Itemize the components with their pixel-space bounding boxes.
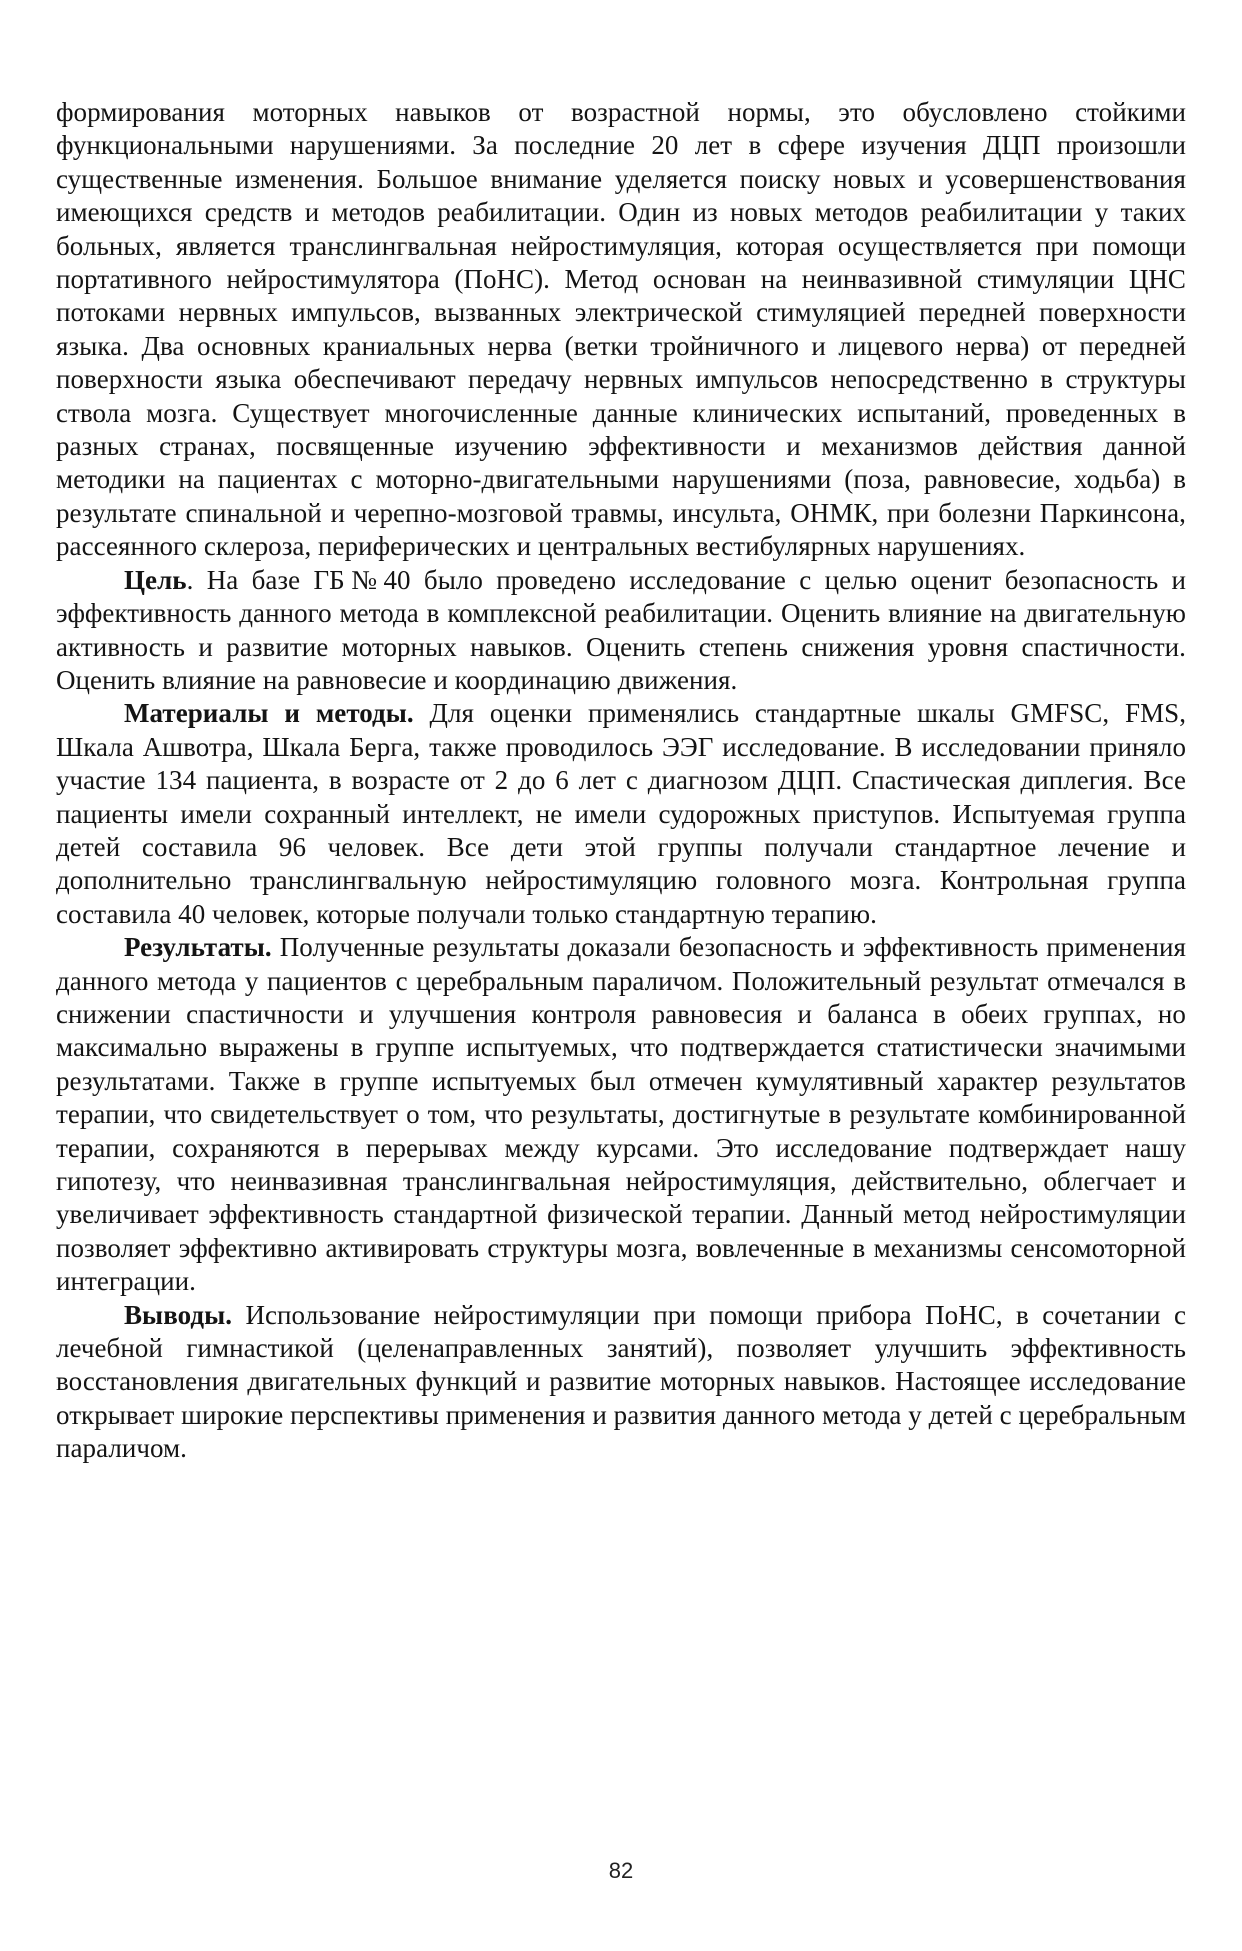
goal-text: . На базе ГБ№40 было проведено исследование с целью оценит безопасность и эффективность данного метода в комплексной реабилитации. Оценить влияние на двигательную активность и развитие моторных навыков. Оценить степень снижения уровня спастичности. Оценить влияние на равновесие и координацию движения.: [56, 564, 1186, 695]
conclusions-paragraph: [56, 1299, 1186, 1466]
goal-heading: Цель: [124, 564, 187, 595]
results-heading: Результаты.: [124, 932, 272, 963]
results-paragraph: [56, 931, 1186, 1298]
goal-paragraph: [56, 564, 1186, 698]
methods-text: Для оценки применялись стандартные шкалы GMFSC, FMS, Шкала Ашвотра, Шкала Берга, также проводилось ЭЭГ исследование. В исследовании приняло участие 134 пациента, в возрасте от 2 до 6 лет с диагнозом ДЦП. Спастическая диплегия. Все пациенты имели сохранный интеллект, не имели судорожных приступов. Испытуемая группа детей составила 96 человек. Все дети этой группы получали стандартное лечение и дополнительно транслингвальную нейростимуляцию головного мозга. Контрольная группа составила 40 человек, которые получали только стандартную терапию.: [56, 698, 1186, 929]
results-text: Полученные результаты доказали безопасность и эффективность применения данного метода у пациентов с церебральным параличом. Положительный результат отмечался в снижении спастичности и улучшения контроля равновесия и баланса в обеих группах, но максимально выражены в группе испытуемых, что подтверждается статистически значимыми результатами. Также в группе испытуемых был отмечен кумулятивный характер результатов терапии, что свидетельствует о том, что результаты, достигнутые в результате комбинированной терапии, сохраняются в перерывах между курсами. Это исследование подтверждает нашу гипотезу, что неинвазивная транслингвальная нейростимуляция, действительно, облегчает и увеличивает эффективность стандартной физической терапии. Данный метод нейростимуляции позволяет эффективно активировать структуры мозга, вовлеченные в механизмы сенсомоторной интеграции.: [56, 932, 1186, 1297]
intro-paragraph: формирования моторных навыков от возрастной нормы, это обусловлено стойкими функциональными нарушениями. За последние 20 лет в сфере изучения ДЦП произошли существенные изменения. Большое внимание уделяется поиску новых и усовершенствования имеющихся средств и методов реабилитации. Один из новых методов реабилитации у таких больных, является транслингвальная нейростимуляция, которая осуществляется при помощи портативного нейростимулятора (ПоНС). Метод основан на неинвазивной стимуляции ЦНС потоками нервных импульсов, вызванных электрической стимуляцией передней поверхности языка. Два основных краниальных нерва (ветки тройничного и лицевого нерва) от передней поверхности языка обеспечивают передачу нервных импульсов непосредственно в структуры ствола мозга. Существует многочисленные данные клинических испытаний, проведенных в разных странах, посвященные изучению эффективности и механизмов действия данной методики на пациентах с моторно-двигательными нарушениями (поза, равновесие, ходьба) в результате спинальной и черепно-мозговой травмы, инсульта, ОНМК, при болезни Паркинсона, рассеянного склероза, периферических и центральных вестибулярных нарушениях.: [56, 97, 1186, 562]
conclusions-text: Использование нейростимуляции при помощи прибора ПоНС, в сочетании с лечебной гимнастикой (целенаправленных занятий), позволяет улучшить эффективность восстановления двигательных функций и развитие моторных навыков. Настоящее исследование открывает широкие перспективы применения и развития данного метода у детей с церебральным параличом.: [56, 1299, 1186, 1464]
methods-paragraph: [56, 697, 1186, 931]
document-page: [56, 96, 1186, 1466]
page-number: 82: [608, 1858, 634, 1883]
methods-heading: Материалы и методы.: [124, 698, 414, 729]
conclusions-heading: Выводы.: [124, 1299, 233, 1330]
